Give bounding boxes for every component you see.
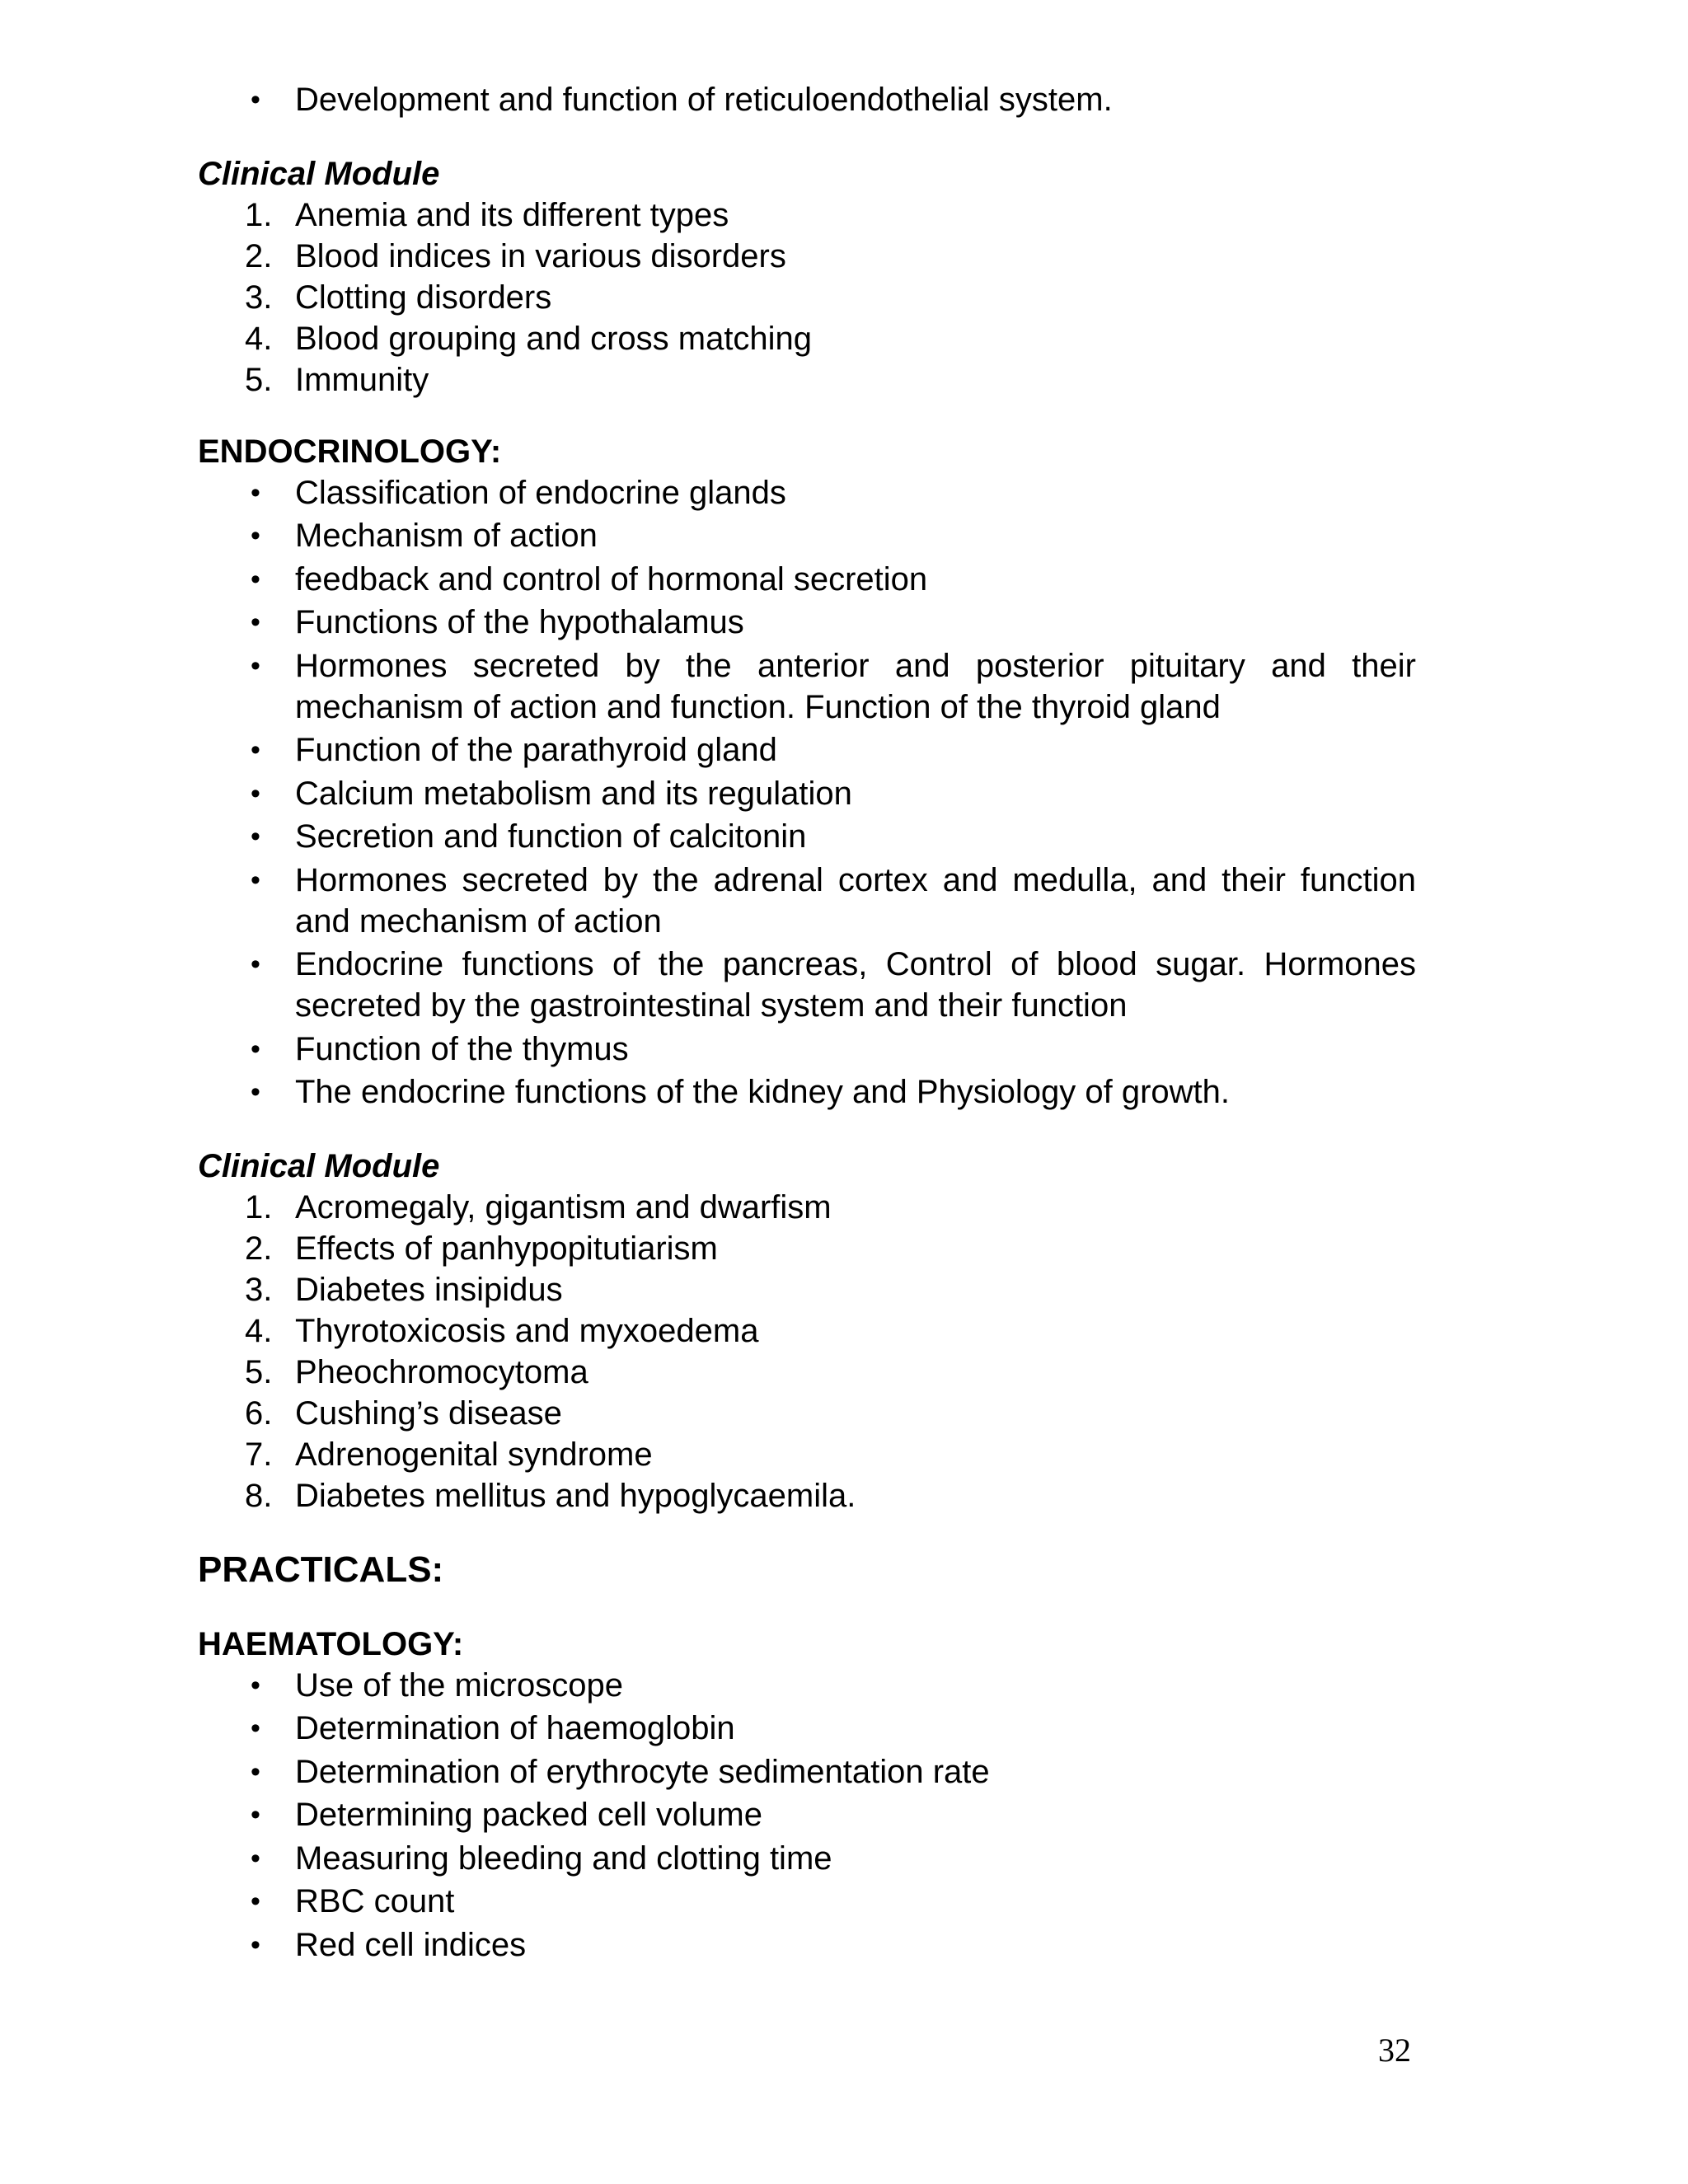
haematology-heading: HAEMATOLOGY:: [198, 1625, 464, 1662]
endocrinology-heading: ENDOCRINOLOGY:: [198, 433, 502, 470]
endocrinology-list: [198, 472, 1416, 1113]
bullet-icon: •: [251, 1929, 260, 1961]
list-item: 3. Clotting disorders: [245, 279, 552, 316]
list-item: • Functions of the hypothalamus: [198, 602, 1416, 643]
list-item: • feedback and control of hormonal secretion: [198, 559, 1416, 600]
haematology-list: [198, 1665, 1416, 1966]
list-item: • Function of the thymus: [198, 1029, 1416, 1070]
list-item: 3. Diabetes insipidus: [245, 1271, 563, 1308]
clinical-module-heading: Clinical Module: [198, 1147, 440, 1184]
list-item: 4. Blood grouping and cross matching: [245, 320, 813, 357]
bullet-icon: •: [251, 1033, 260, 1065]
bullet-icon: •: [251, 1799, 260, 1830]
clinical-module-heading: Clinical Module: [198, 155, 440, 192]
bullet-icon: •: [251, 734, 260, 766]
list-item: • Classification of endocrine glands: [198, 472, 1416, 513]
list-item: 7. Adrenogenital syndrome: [245, 1436, 653, 1473]
practicals-heading: PRACTICALS:: [198, 1549, 444, 1590]
bullet-icon: •: [251, 1669, 260, 1701]
bullet-icon: •: [251, 1886, 260, 1917]
bullet-icon: •: [251, 1076, 260, 1108]
bullet-icon: •: [251, 84, 260, 115]
list-item: • Mechanism of action: [198, 515, 1416, 556]
document-body: [198, 79, 1416, 1967]
bullet-icon: •: [251, 520, 260, 551]
list-item: • Determining packed cell volume: [198, 1794, 1416, 1835]
bullet-icon: •: [251, 476, 260, 509]
bullet-icon: •: [251, 1755, 260, 1788]
list-item: 2. Effects of panhypopitutiarism: [245, 1230, 718, 1267]
list-item: • Measuring bleeding and clotting time: [198, 1838, 1416, 1879]
list-item: • Function of the parathyroid gland: [198, 729, 1416, 771]
clinical-module-list: [198, 194, 1416, 401]
bullet-icon: •: [251, 864, 260, 896]
intro-list: [198, 79, 1416, 120]
list-item: 1. Acromegaly, gigantism and dwarfism: [245, 1188, 832, 1226]
list-item: • Development and function of reticuloendothelial system.: [198, 79, 1416, 120]
list-item: 8. Diabetes mellitus and hypoglycaemila.: [245, 1477, 856, 1514]
bullet-icon: •: [251, 777, 260, 809]
list-item: 5. Pheochromocytoma: [245, 1353, 588, 1390]
list-item: 1. Anemia and its different types: [245, 196, 729, 233]
bullet-icon: •: [251, 649, 260, 682]
list-item: • Use of the microscope: [198, 1665, 1416, 1706]
list-item: • Determination of erythrocyte sedimentation rate: [198, 1751, 1416, 1793]
bullet-icon: •: [251, 821, 260, 852]
list-item: • Determination of haemoglobin: [198, 1708, 1416, 1749]
bullet-icon: •: [251, 1713, 260, 1744]
list-item: • Calcium metabolism and its regulation: [198, 773, 1416, 814]
list-item: • Endocrine functions of the pancreas, Control of blood sugar. Hormones secreted by the gastrointestinal system and their function: [198, 944, 1416, 1026]
clinical-module-list: [198, 1187, 1416, 1516]
bullet-icon: •: [251, 563, 260, 595]
list-item: 2. Blood indices in various disorders: [245, 237, 786, 274]
bullet-icon: •: [251, 949, 260, 980]
list-item: • Secretion and function of calcitonin: [198, 816, 1416, 857]
page-number: 32: [1378, 2032, 1411, 2069]
list-item: 5. Immunity: [245, 361, 429, 398]
list-item: • Red cell indices: [198, 1924, 1416, 1966]
bullet-icon: •: [251, 607, 260, 638]
list-item: 4. Thyrotoxicosis and myxoedema: [245, 1312, 759, 1349]
list-item: • Hormones secreted by the adrenal cortex and medulla, and their function and mechanism of action: [198, 860, 1416, 942]
bullet-icon: •: [251, 1842, 260, 1874]
list-item: • Hormones secreted by the anterior and posterior pituitary and their mechanism of action and function. Function of the thyroid gland: [198, 645, 1416, 728]
list-item: • The endocrine functions of the kidney and Physiology of growth.: [198, 1071, 1416, 1113]
list-item: 6. Cushing’s disease: [245, 1394, 562, 1432]
list-item: • RBC count: [198, 1881, 1416, 1922]
